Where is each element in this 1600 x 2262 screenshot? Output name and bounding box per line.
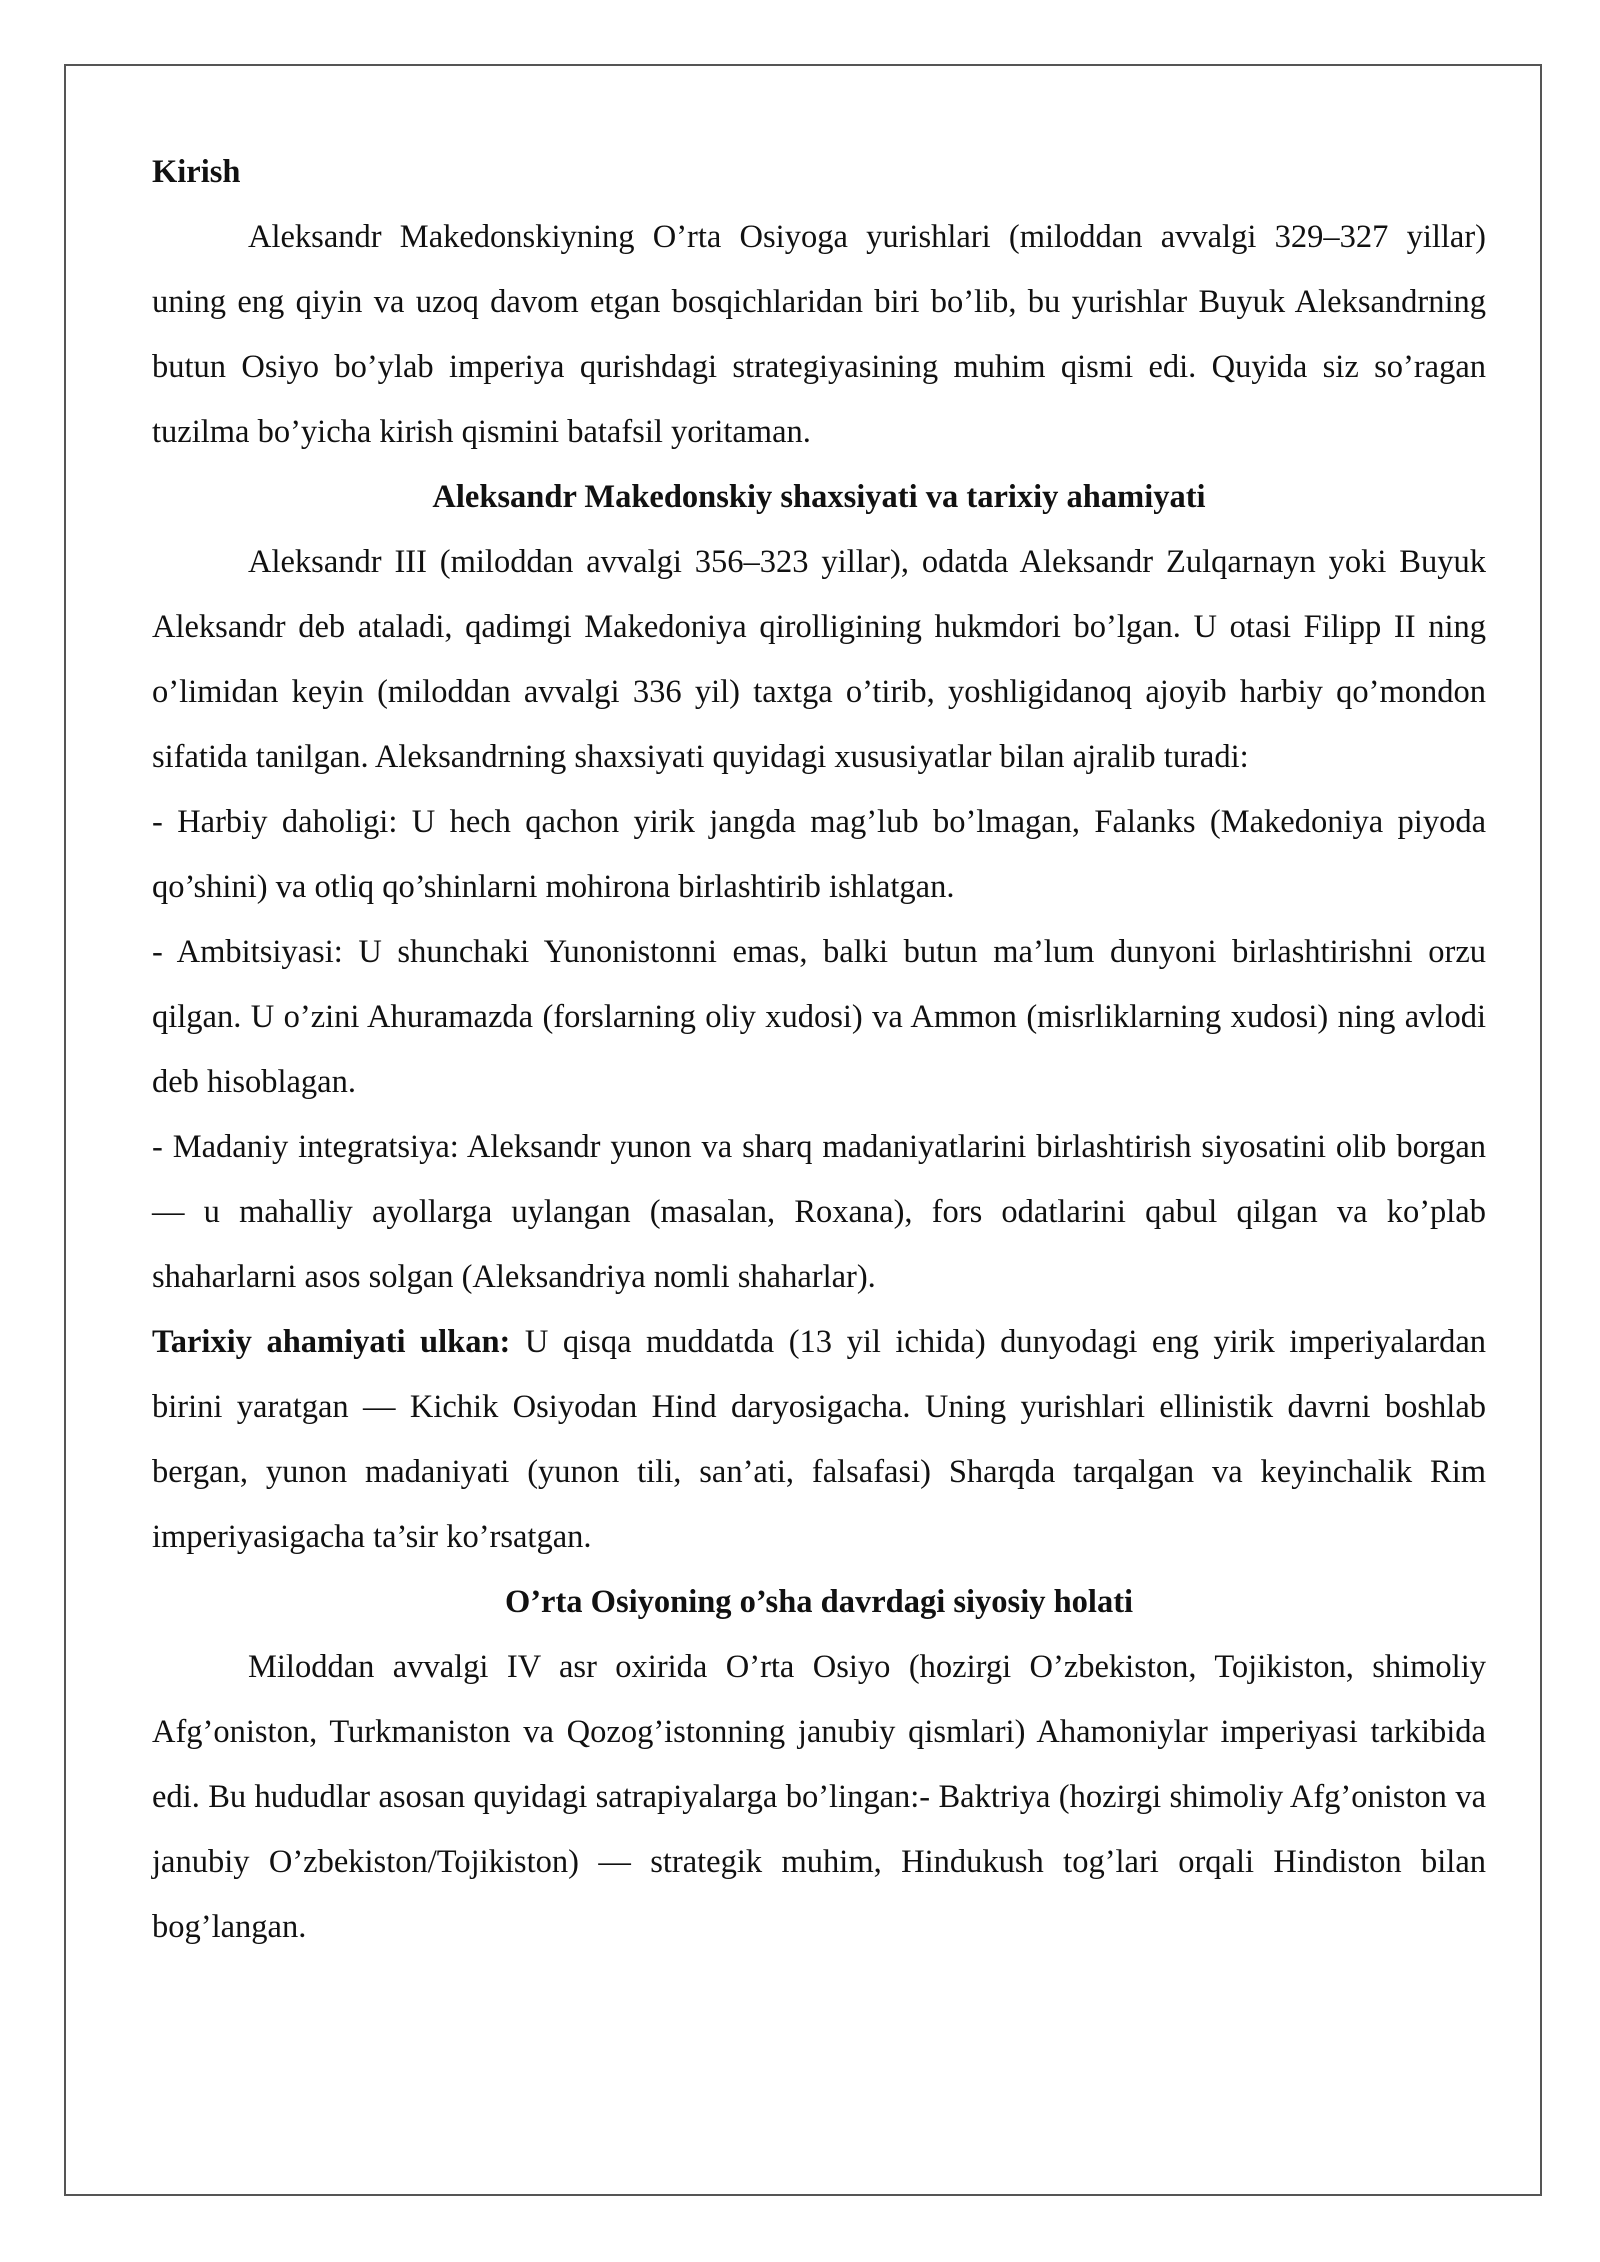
bullet-military: - Harbiy daholigi: U hech qachon yirik jangda mag’lub bo’lmagan, Falanks (Makedoniya piyoda qo’shini) va otliq qo’shinlarni mohirona birlashtirib ishlatgan.	[152, 804, 1486, 905]
significance-text: U qisqa muddatda (13 yil ichida) dunyodagi eng yirik imperiyalardan birini yaratgan — Kichik Osiyodan Hind daryosigacha. Uning yurishlari ellinistik davrni boshlab bergan, yunon madaniyati (yunon tili, san’ati, falsafasi) Sharqda tarqalgan va keyinchalik Rim imperiyasigacha ta’sir ko’rsatgan.	[152, 1324, 1486, 1555]
bullet-culture: - Madaniy integratsiya: Aleksandr yunon va sharq madaniyatlarini birlashtirish siyosatini olib borgan — u mahalliy ayollarga uylangan (masalan, Roxana), fors odatlarini qabul qilgan va ko’plab shaharlarni asos solgan (Aleksandriya nomli shaharlar).	[152, 1129, 1486, 1295]
bullet-ambition: - Ambitsiyasi: U shunchaki Yunonistonni emas, balki butun ma’lum dunyoni birlashtirishni orzu qilgan. U o’zini Ahuramazda (forslarning oliy xudosi) va Ammon (misrliklarning xudosi) ning avlodi deb hisoblagan.	[152, 934, 1486, 1100]
section1-heading: Aleksandr Makedonskiy shaxsiyati va tarixiy ahamiyati	[432, 479, 1206, 515]
significance-label: Tarixiy ahamiyati ulkan:	[152, 1324, 511, 1360]
significance-paragraph	[152, 1310, 1486, 1570]
document-body	[152, 140, 1486, 1960]
section2-heading: O’rta Osiyoning o’sha davrdagi siyosiy holati	[504, 1584, 1134, 1620]
intro-paragraph: Aleksandr Makedonskiyning O’rta Osiyoga yurishlari (miloddan avvalgi 329–327 yillar) uning eng qiyin va uzoq davom etgan bosqichlaridan biri bo’lib, bu yurishlar Buyuk Aleksandrning butun Osiyo bo’ylab imperiya qurishdagi strategiyasining muhim qismi edi. Quyida siz so’ragan tuzilma bo’yicha kirish qismini batafsil yoritaman.	[152, 219, 1486, 450]
section2-paragraph: Miloddan avvalgi IV asr oxirida O’rta Osiyo (hozirgi O’zbekiston, Tojikiston, shimoliy Afg’oniston, Turkmaniston va Qozog’istonning janubiy qismlari) Ahamoniylar imperiyasi tarkibida edi. Bu hududlar asosan quyidagi satrapiyalarga bo’lingan:- Baktriya (hozirgi shimoliy Afg’oniston va janubiy O’zbekiston/Tojikiston) — strategik muhim, Hindukush tog’lari orqali Hindiston bilan bog’langan.	[152, 1649, 1486, 1945]
intro-heading: Kirish	[152, 154, 241, 190]
section1-paragraph: Aleksandr III (miloddan avvalgi 356–323 yillar), odatda Aleksandr Zulqarnayn yoki Buyuk Aleksandr deb ataladi, qadimgi Makedoniya qirolligining hukmdori bo’lgan. U otasi Filipp II ning o’limidan keyin (miloddan avvalgi 336 yil) taxtga o’tirib, yoshligidanoq ajoyib harbiy qo’mondon sifatida tanilgan. Aleksandrning shaxsiyati quyidagi xususiyatlar bilan ajralib turadi:	[152, 544, 1486, 775]
